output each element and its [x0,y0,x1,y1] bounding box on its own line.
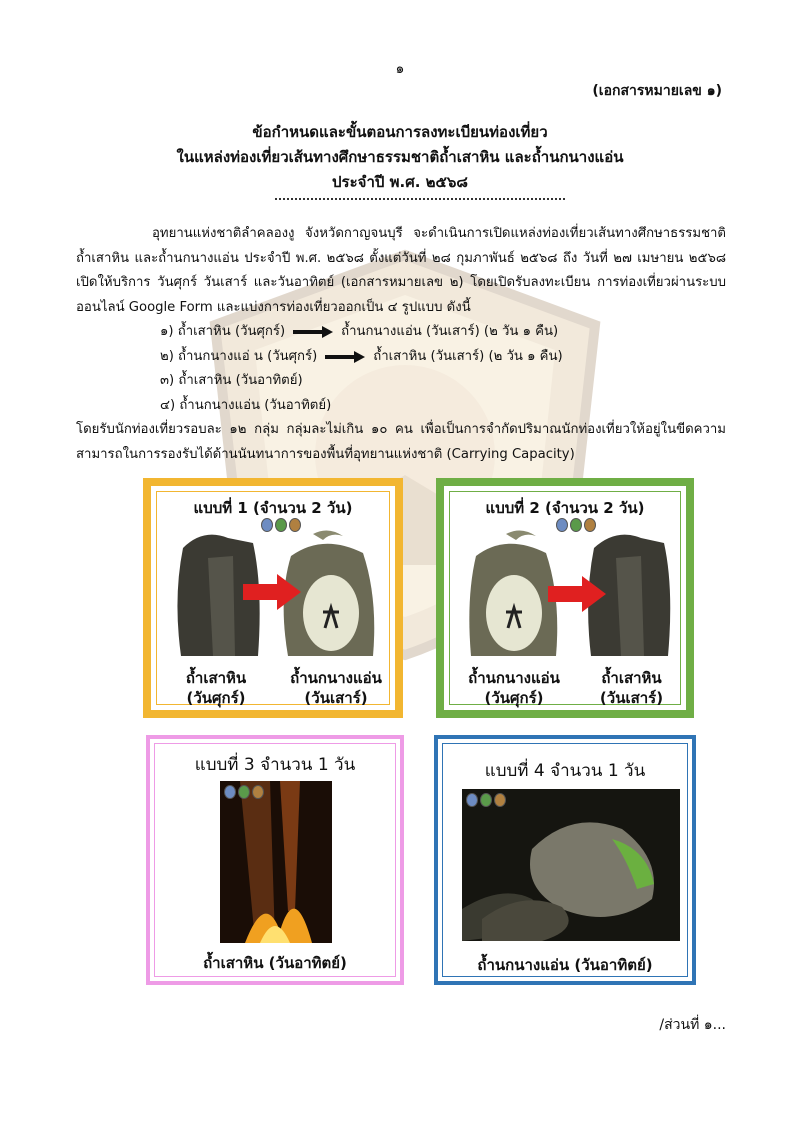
package-4-heading: แบบที่ 4 จำนวน 1 วัน [484,761,646,781]
package-3-heading: แบบที่ 3 จำนวน 1 วัน [194,755,356,775]
package-1-caption-1: ถ้ำเสาหิน (วันศุกร์) [185,669,247,707]
divider-dots [275,190,565,200]
arrow-icon [325,351,365,363]
intro-paragraph [76,222,726,320]
intro-text: อุทยานแห่งชาติลำคลองงู จังหวัดกาญจนบุรี จะดำเนินการเปิดแหล่งท่องเที่ยวเส้นทางศึกษาธรรมชาติ ถ้ำเสาหิน และถ้ำนกนางแอ่น ประจำปี พ.ศ. ๒๕๖๘ ตั้งแต่วันที่ ๒๘ กุมภาพันธ์ ๒๕๖๘ ถึง วันที่ ๒๗ เมษายน ๒๕๖๘ เปิดให้บริการ วันศุกร์ วันเสาร์ และวันอาทิตย์ (เอกสารหมายเลข ๒) โดยเปิดรับลงทะเบียน การท่องเที่ยวผ่านระบบออนไลน์ Google Form และแบ่งการท่องเที่ยวออกเป็น ๔ รูปแบบ ดังนี้ [76,226,726,315]
package-2-caption-1: ถ้ำนกนางแอ่น (วันศุกร์) [468,669,560,707]
continuation-note: /ส่วนที่ ๑... [659,1017,726,1033]
option-item-1 [160,320,563,345]
swallow-cave-image [462,789,680,941]
package-2-caption-2: ถ้ำเสาหิน (วันเสาร์) [599,669,664,707]
cave-image [220,781,332,943]
arrow-icon [241,574,303,610]
package-box-1 [143,478,403,718]
option-1-left: ๑) ถ้ำเสาหิน (วันศุกร์) [160,324,286,339]
arrow-icon [546,576,608,612]
document-reference: (เอกสารหมายเลข ๑) [592,83,722,99]
package-1-caption-2: ถ้ำนกนางแอ่น (วันเสาร์) [290,669,382,707]
title-line-1: ข้อกำหนดและขั้นตอนการลงทะเบียนท่องเที่ยว [252,123,548,141]
option-4-left: ๔) ถ้ำนกนางแอ่น (วันอาทิตย์) [160,397,332,413]
package-box-3 [146,735,404,985]
arrow-icon [293,326,333,338]
title-line-2: ในแหล่งท่องเที่ยวเส้นทางศึกษาธรรมชาติถ้ำเสาหิน และถ้ำนกนางแอ่น [176,148,624,166]
option-2-right: ถ้ำเสาหิน (วันเสาร์) (๒ วัน ๑ คืน) [373,348,563,364]
option-3-left: ๓) ถ้ำเสาหิน (วันอาทิตย์) [160,373,303,388]
package-box-2 [436,478,694,718]
package-1-heading: แบบที่ 1 (จำนวน 2 วัน) [193,499,353,517]
option-item-2 [160,345,563,370]
options-list [160,320,563,418]
park-logo-icon [466,793,506,807]
option-item-4 [160,394,563,419]
option-item-3 [160,369,563,394]
option-2-left: ๒) ถ้ำนกนางแอ่ น (วันศุกร์) [160,348,318,364]
page-number: ๑ [395,61,405,77]
option-1-right: ถ้ำนกนางแอ่น (วันเสาร์) (๒ วัน ๑ คืน) [341,324,559,339]
capacity-paragraph: โดยรับนักท่องเที่ยวรอบละ ๑๒ กลุ่ม กลุ่มละไม่เกิน ๑๐ คน เพื่อเป็นการจำกัดปริมาณนักท่องเที่ยวให้อยู่ในขีดความสามารถในการรองรับได้ด้านนันทนาการของพื้นที่อุทยานแห่งชาติ (Carrying Capacity) [76,422,726,462]
package-3-caption: ถ้ำเสาหิน (วันอาทิตย์) [203,954,347,972]
package-4-caption: ถ้ำนกนางแอ่น (วันอาทิตย์) [477,956,653,974]
park-logo-icon [224,785,264,799]
package-box-4 [434,735,696,985]
package-2-heading: แบบที่ 2 (จำนวน 2 วัน) [485,499,645,517]
title-line-3: ประจำปี พ.ศ. ๒๕๖๘ [332,173,468,191]
